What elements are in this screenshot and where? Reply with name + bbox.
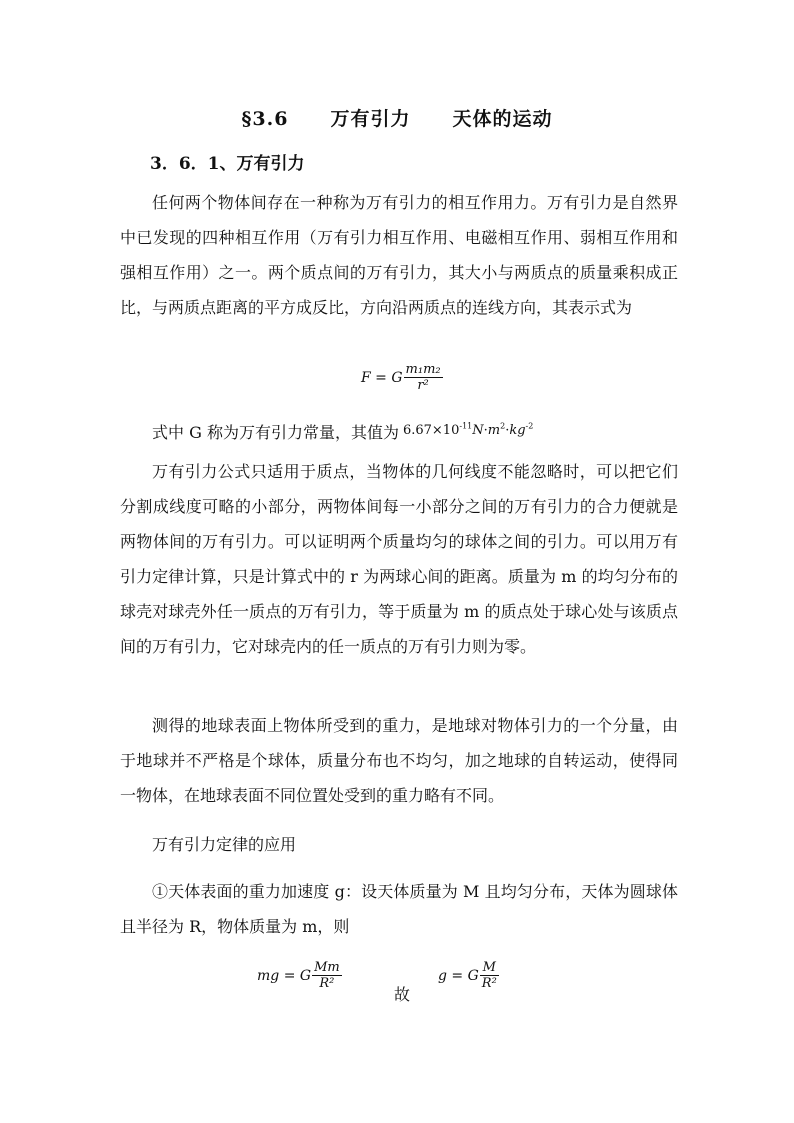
formula-mg (257, 960, 342, 992)
formula-lhs: F = G (361, 370, 403, 386)
formula-fraction (480, 960, 499, 992)
unit-dot: · (483, 423, 488, 438)
unit-dot: · (505, 423, 510, 438)
subheading-applications: 万有引力定律的应用 (152, 835, 297, 854)
therefore-word: 故 (394, 985, 411, 1004)
unit-newton: N (472, 423, 484, 438)
title-part-2: 天体的运动 (452, 108, 553, 130)
constant-exponent: -11 (459, 421, 473, 431)
constant-mantissa: 6.67×10 (402, 423, 460, 438)
paragraph-earth-gravity: 测得的地球表面上物体所受到的重力，是地球对物体引力的一个分量，由于地球并不严格是个球体，质量分布也不均匀，加之地球的自转运动，使得同一物体，在地球表面不同位置处受到的重力略有不同。 (120, 716, 678, 805)
unit-kilogram: kg (509, 423, 526, 438)
formula-denominator: R² (481, 976, 497, 991)
formula-fraction (404, 362, 443, 394)
unit-kilogram-exponent: -2 (525, 421, 534, 431)
constant-line (152, 420, 533, 443)
unit-meter: m (487, 423, 501, 438)
formula-denominator: R² (319, 976, 335, 991)
paragraph-surface-gravity: ①天体表面的重力加速度 g：设天体质量为 M 且均匀分布，天体为圆球体且半径为 R，物体质量为 m，则 (120, 882, 678, 936)
page-title (0, 104, 794, 131)
formula-denominator: r² (417, 378, 429, 393)
formula-lhs: mg = G (257, 968, 312, 984)
gravitational-constant-value (403, 423, 533, 438)
formula-newton-gravitation (361, 362, 443, 394)
title-part-1: 万有引力 (330, 108, 411, 130)
formula-numerator: M (480, 960, 499, 976)
formula-lhs: g = G (438, 968, 479, 984)
formula-g (438, 960, 499, 992)
formula-numerator: m₁m₂ (405, 362, 441, 377)
section-heading: 3．6．1、万有引力 (150, 154, 305, 174)
formula-numerator: Mm (314, 960, 340, 975)
title-section-number: §3.6 (241, 108, 289, 130)
paragraph-gravitation-intro: 任何两个物体间存在一种称为万有引力的相互作用力。万有引力是自然界中已发现的四种相互作用（万有引力相互作用、电磁相互作用、弱相互作用和强相互作用）之一。两个质点间的万有引力，其大小与两质点的质量乘积成正比，与两质点距离的平方成反比，方向沿两质点的连线方向，其表示式为 (120, 193, 678, 317)
constant-description: 式中 G 称为万有引力常量，其值为 (152, 423, 399, 442)
paragraph-point-mass-applicability: 万有引力公式只适用于质点，当物体的几何线度不能忽略时，可以把它们分割成线度可略的小部分，两物体间每一小部分之间的万有引力的合力便就是两物体间的万有引力。可以证明两个质量均匀的球体之间的引力。可以用万有引力定律计算，只是计算式中的 r 为两球心间的距离。质量为 m 的均匀分布的球壳对球壳外任一质点的万有引力，等于质量为 m 的质点处于球心处与该质点间的万有引力，它对球壳内的任一质点的万有引力则为零。 (120, 462, 678, 656)
unit-meter-exponent: 2 (500, 421, 506, 431)
formula-fraction (312, 960, 342, 992)
